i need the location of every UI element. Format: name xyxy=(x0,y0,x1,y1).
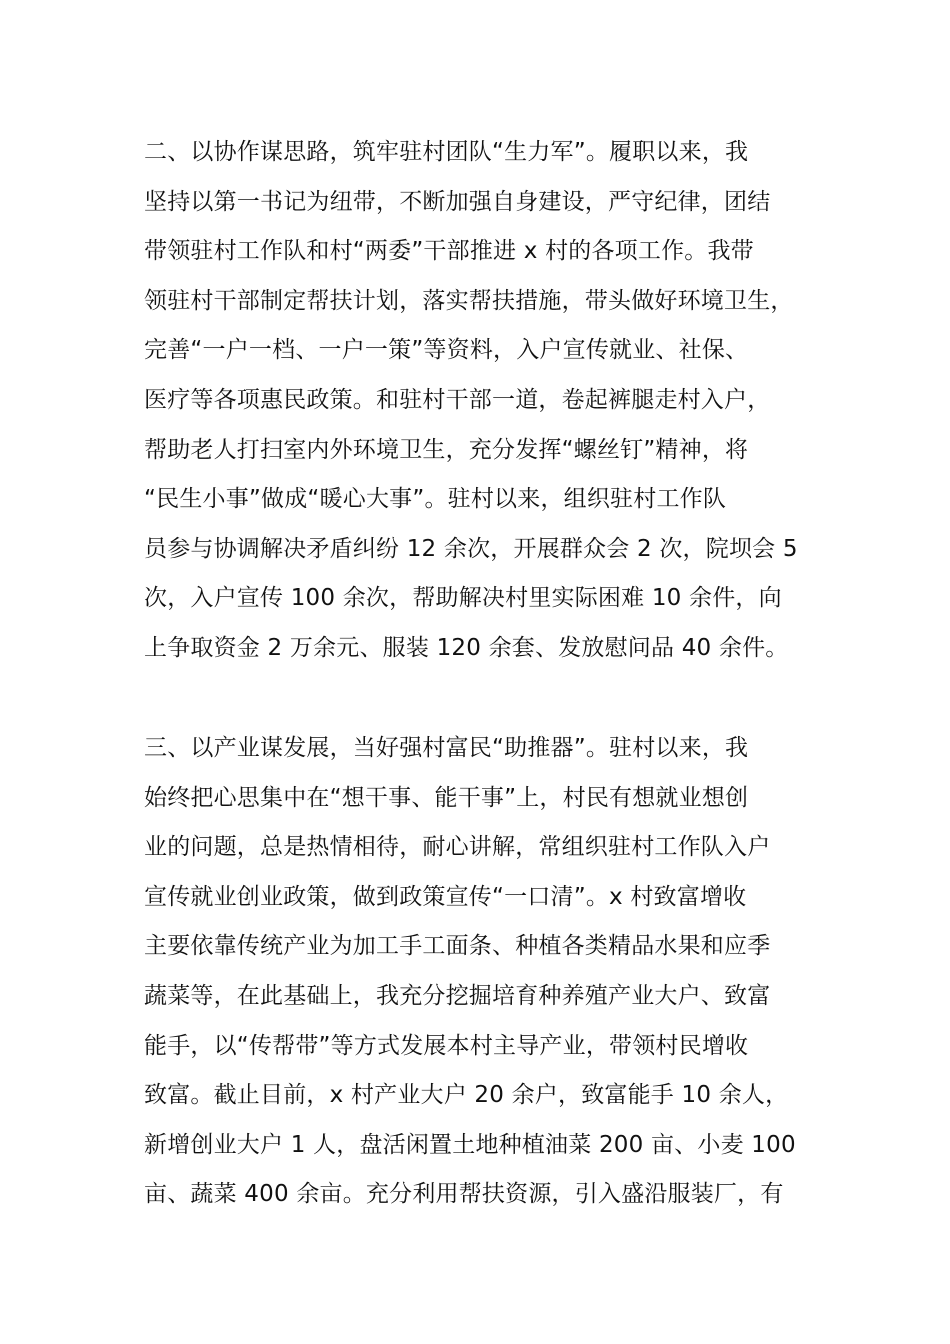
text-line: 始终把心思集中在“想干事、能干事”上，村民有想就业想创 xyxy=(144,784,749,811)
text-line: 员参与协调解决矛盾纠纷 12 余次，开展群众会 2 次，院坝会 5 xyxy=(144,535,798,562)
text-line: 致富。截止目前，x 村产业大户 20 余户，致富能手 10 余人， xyxy=(144,1082,789,1109)
text-line: 蔬菜等，在此基础上，我充分挖掘培育种养殖产业大户、致富 xyxy=(144,982,771,1009)
paragraph-two xyxy=(144,128,834,674)
text-line: 医疗等各项惠民政策。和驻村干部一道，卷起裤腿走村入户， xyxy=(144,386,771,413)
text-line: 业的问题，总是热情相待，耐心讲解，常组织驻村工作队入户 xyxy=(144,834,771,861)
text-line: 能手，以“传帮带”等方式发展本村主导产业，带领村民增收 xyxy=(144,1032,749,1059)
paragraph-three xyxy=(144,724,834,1220)
text-line: 宣传就业创业政策，做到政策宣传“一口清”。x 村致富增收 xyxy=(144,883,747,910)
text-line: 二、以协作谋思路，筑牢驻村团队“生力军”。履职以来，我 xyxy=(144,139,749,165)
text-line: 亩、蔬菜 400 余亩。充分利用帮扶资源，引入盛沿服装厂，有 xyxy=(144,1181,784,1208)
text-line: 主要依靠传统产业为加工手工面条、种植各类精品水果和应季 xyxy=(144,933,771,960)
text-line: 完善“一户一档、一户一策”等资料，入户宣传就业、社保、 xyxy=(144,337,749,364)
text-line: 次，入户宣传 100 余次，帮助解决村里实际困难 10 余件，向 xyxy=(144,585,782,612)
text-line: 领驻村干部制定帮扶计划，落实帮扶措施，带头做好环境卫生， xyxy=(144,287,794,314)
text-line: 帮助老人打扫室内外环境卫生，充分发挥“螺丝钉”精神，将 xyxy=(144,436,749,463)
text-line: 带领驻村工作队和村“两委”干部推进 x 村的各项工作。我带 xyxy=(144,238,754,265)
text-line: 三、以产业谋发展，当好强村富民“助推器”。驻村以来，我 xyxy=(144,735,749,761)
text-line: 坚持以第一书记为纽带，不断加强自身建设，严守纪律，团结 xyxy=(144,188,771,215)
text-line: “民生小事”做成“暖心大事”。驻村以来，组织驻村工作队 xyxy=(144,486,727,513)
text-line: 上争取资金 2 万余元、服装 120 余套、发放慰问品 40 余件。 xyxy=(144,634,789,661)
text-line: 新增创业大户 1 人，盘活闲置土地种植油菜 200 亩、小麦 100 xyxy=(144,1131,796,1158)
